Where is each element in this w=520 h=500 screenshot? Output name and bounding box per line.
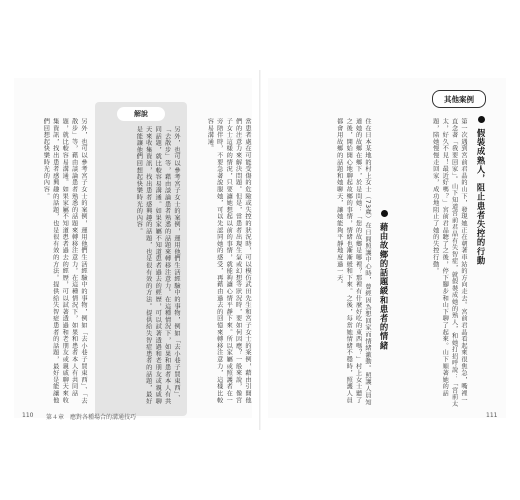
page-gutter (259, 70, 261, 430)
left-extra-text (20, 118, 88, 410)
left-main-text (190, 118, 252, 410)
case-heading-2 (378, 210, 390, 380)
sidebar-paragraph: 另外，也可以參考宮子女士的案例，運用他們生活經驗中的事物，例如「去小巷子買東西」、「去散步」等，藉由談論患者熟悉的話題來轉移注意力。在這種情況下，如果和患者本人有共同話題，就比較容易溝通。如果家屬不知道患者過去的經歷，可以試著透過和老朋友或親戚聊天來收集資訊，找出患者感興趣的話題，也是很有效的方法。提供給失智症患者的話題，最好是能讓他們回想起快樂時光的內容。 (135, 126, 180, 405)
case-1-text (392, 118, 468, 408)
sidebar-text (101, 126, 181, 410)
other-cases-tag: 其他案例 (432, 90, 486, 108)
case-2-text (276, 118, 372, 408)
case-heading-1 (475, 116, 487, 286)
case-heading-1-text: 假裝成熟人，阻止患者失控的行動 (476, 128, 486, 266)
case-1-paragraph: 第一次遇到宮前君晶的山下，發現她正在朝著車站的方向走去。宮前君晶看起來很焦急，嘴裡一直念著「我要回家」。山下知道宮前君晶有失智症，就假裝成她的熟人，和她打招呼說：「宮前太太，好久不見！最近好嗎？」宮前君晶聽了之後，停下腳步和山下聊了起來。山下順著她的話題，陪她慢慢走回家，成功地阻止了她的失控行動。 (431, 118, 467, 408)
case-2-paragraph: 住在日本某地的村上女士（73歲）在日間照護中心時，曾經因為想回家而情緒激動。照護人員知道她的故鄉在鄉下，於是問她：「您的故鄉是哪裡？那裡有什麼好吃的東西嗎？」村上女士聽了之後，開始開心地聊起故鄉的事情，情緒也漸漸緩和下來。之後，每當她情緒不穩時，照護人員都會用故鄉的話題和她聊天，讓她能夠平靜地度過一天。 (335, 118, 371, 406)
chapter-label: 第４章 應對各種場合的溝通技巧 (46, 414, 137, 421)
case-heading-2-text: 藉由故鄉的話題緩和患者的情緒 (379, 222, 389, 351)
bullet-icon (381, 210, 388, 217)
page-number-left: 110 (22, 412, 34, 419)
left-extra-paragraph: 另外，也可以參考宮子女士的案例，運用他們生活經驗中的事物，例如「去小巷子買東西」、「去散步」等，藉由談論患者熟悉的話題來轉移注意力。在這種情況下，如果和患者本人有共同話題，就比較容易溝通。如果家屬不知道患者過去的經歷，可以試著透過和老朋友或親戚聊天來收集資訊，找出患者感興趣的話題，也是很有效的方法。提供給失智症患者的話題，最好是能讓他們回想起快樂時光的內容。 (42, 118, 87, 405)
left-main-paragraph: 當患者處在可能受傷的危險或失控的狀況時，可以模仿武田先生和宮子女士的案例，藉由引開他們的注意力來解決問題。但是，當患者出現生氣或幻想等狀況時，要如何因應？一般來說，像宮子女士這樣的情況，只要讓她想起以前的事情，就能夠讓心情平靜下來。所以家屬或照護者在一旁陪伴時，不要急著說服她，可以先認同她的感受，再藉由過去的回憶來轉移注意力，這樣比較容易溝通。 (206, 118, 251, 404)
explanation-sidebar (95, 102, 187, 416)
page-number-right: 111 (486, 412, 498, 419)
bullet-icon (478, 116, 485, 123)
sidebar-title: 解說 (117, 107, 165, 121)
